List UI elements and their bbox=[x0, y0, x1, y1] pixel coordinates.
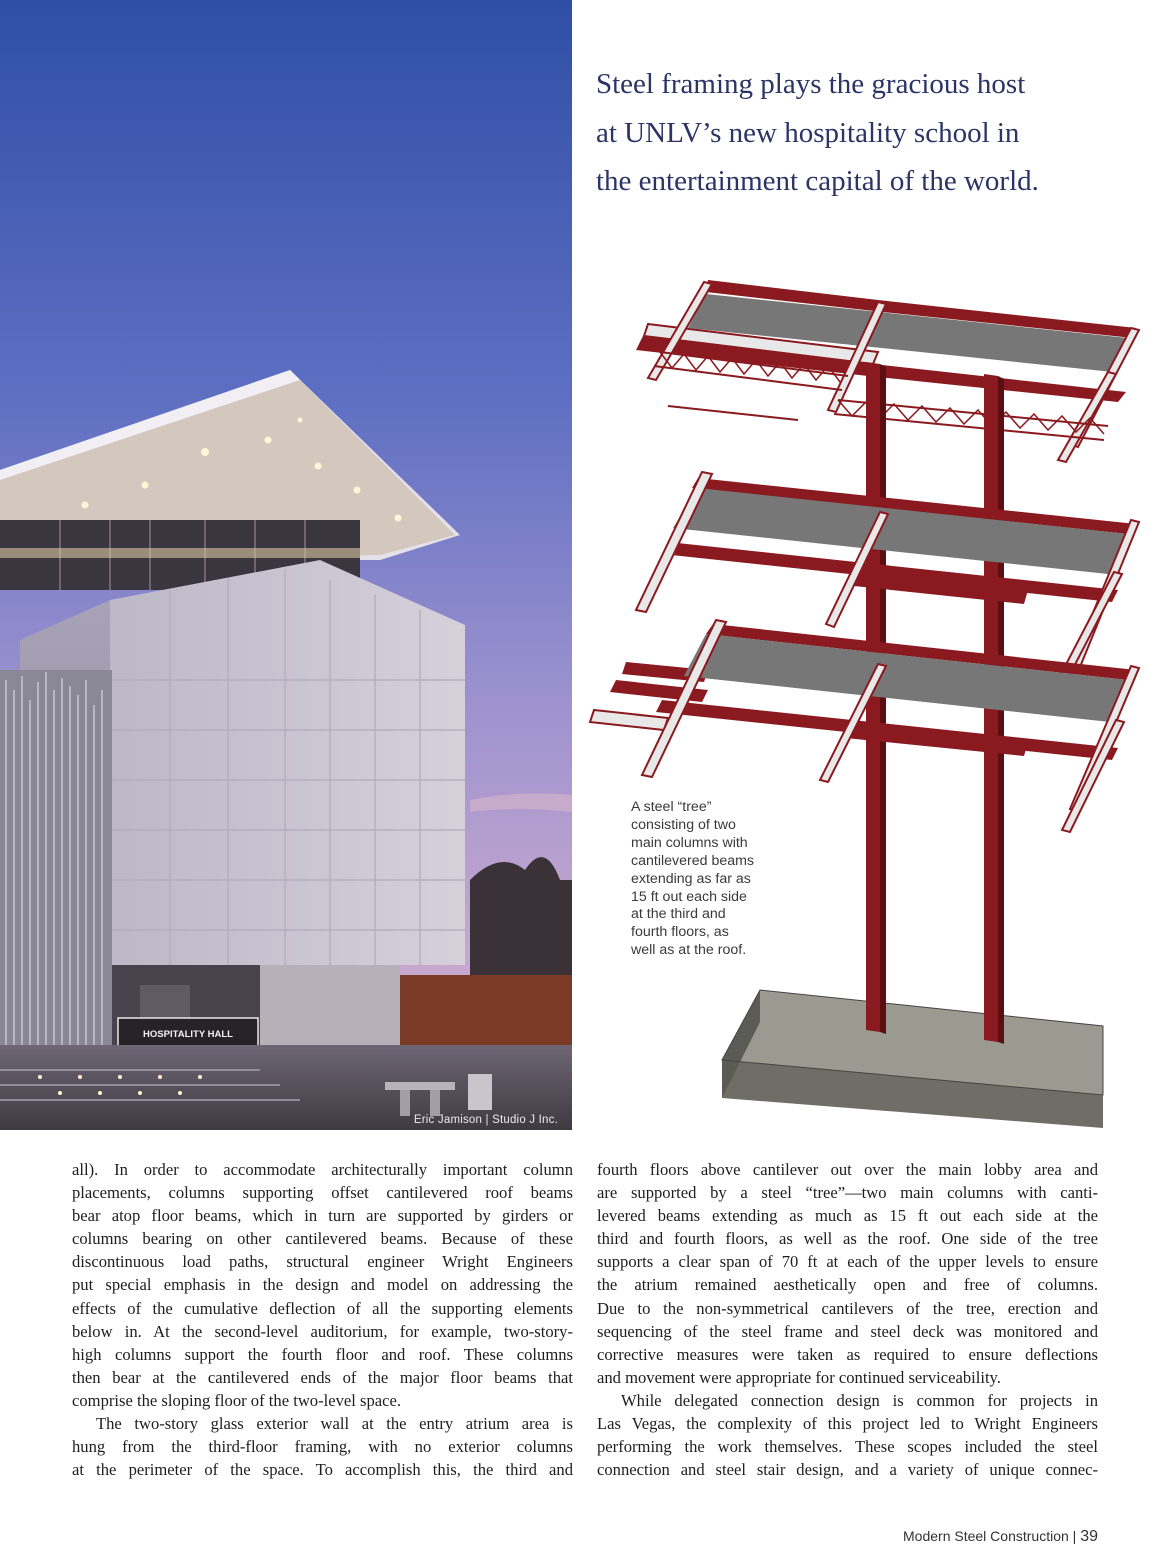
body-line: sequencing of the steel frame and steel deck was monitored and bbox=[597, 1321, 1098, 1341]
body-line: the atrium remained aesthetically open and free of columns. bbox=[597, 1275, 1098, 1295]
caption-line: well as at the roof. bbox=[631, 942, 747, 959]
building-photo-illustration bbox=[0, 0, 572, 1130]
body-line: fourth floors above cantilever out over the main lobby area and bbox=[597, 1160, 1098, 1179]
page-number: 39 bbox=[1080, 1528, 1098, 1545]
diagram-caption bbox=[631, 799, 781, 960]
body-line: columns bearing on other cantilevered beams. Because of these bbox=[72, 1229, 573, 1249]
body-line: While delegated connection design is common for projects in bbox=[621, 1390, 1098, 1410]
steel-tree-illustration bbox=[588, 272, 1148, 1132]
caption-line: extending as far as bbox=[631, 870, 751, 887]
body-line: supports a clear span of 70 ft at each of the upper levels to ensure bbox=[597, 1252, 1098, 1272]
caption-line: A steel “tree” bbox=[631, 799, 712, 815]
caption-line: fourth floors, as bbox=[631, 924, 729, 941]
building-photo bbox=[0, 0, 572, 1130]
body-line: at the perimeter of the space. To accomplish this, the third and bbox=[72, 1460, 573, 1480]
headline-line: at UNLV’s new hospitality school in bbox=[596, 116, 1020, 149]
steel-tree-diagram bbox=[588, 272, 1148, 1132]
body-line: placements, columns supporting offset cantilevered roof beams bbox=[72, 1183, 573, 1203]
headline-line: Steel framing plays the gracious host bbox=[596, 68, 1026, 100]
body-line: third and fourth floors, as well as the roof. One side of the tree bbox=[597, 1229, 1098, 1249]
body-line: then bear at the cantilevered ends of the major floor beams that bbox=[72, 1367, 573, 1387]
body-line: all). In order to accommodate architecturally important column bbox=[72, 1160, 573, 1179]
body-line: bear atop floor beams, which in turn are supported by girders or bbox=[72, 1206, 573, 1226]
body-line: connection and steel stair design, and a variety of unique connec- bbox=[597, 1460, 1098, 1480]
body-line: are supported by a steel “tree”—two main columns with canti- bbox=[597, 1183, 1098, 1203]
body-line: comprise the sloping floor of the two-level space. bbox=[72, 1390, 402, 1410]
roof-framing bbox=[636, 280, 1139, 462]
body-line: performing the work themselves. These scopes included the steel bbox=[597, 1437, 1098, 1457]
body-column-left bbox=[72, 1158, 573, 1481]
headline-line: the entertainment capital of the world. bbox=[596, 165, 1039, 197]
body-line: Las Vegas, the complexity of this project led to Wright Engineers bbox=[597, 1414, 1098, 1434]
page-footer bbox=[903, 1528, 1098, 1546]
caption-line: consisting of two bbox=[631, 816, 736, 833]
body-line: The two-story glass exterior wall at the entry atrium area is bbox=[96, 1414, 573, 1434]
body-line: corrective measures were taken as required to ensure deflections bbox=[597, 1344, 1098, 1364]
photo-credit: Eric Jamison | Studio J Inc. bbox=[413, 1114, 558, 1126]
body-line: below in. At the second-level auditorium, for example, two-story- bbox=[72, 1321, 573, 1341]
body-line: put special emphasis in the design and model on addressing the bbox=[72, 1275, 573, 1295]
caption-line: main columns with bbox=[631, 834, 748, 851]
body-line: levered beams extending as much as 15 ft out each side at the bbox=[597, 1206, 1098, 1226]
publication-name: Modern Steel Construction bbox=[903, 1528, 1069, 1544]
caption-line: cantilevered beams bbox=[631, 852, 755, 869]
body-line: Due to the non-symmetrical cantilevers of the tree, erection and bbox=[597, 1298, 1098, 1318]
body-column-right bbox=[597, 1158, 1098, 1481]
caption-line: 15 ft out each side bbox=[631, 888, 747, 905]
body-line: hung from the third-floor framing, with no exterior columns bbox=[72, 1437, 573, 1457]
body-line: discontinuous load paths, structural engineer Wright Engineers bbox=[72, 1252, 573, 1272]
body-line: high columns support the fourth floor and roof. These columns bbox=[72, 1344, 573, 1364]
hospitality-sign-text: HOSPITALITY HALL bbox=[143, 1029, 233, 1040]
footer-separator: | bbox=[1072, 1528, 1077, 1544]
body-line: and movement were appropriate for continued serviceability. bbox=[597, 1367, 1001, 1387]
body-line: effects of the cumulative deflection of all the supporting elements bbox=[72, 1298, 573, 1318]
caption-line: at the third and bbox=[631, 906, 726, 923]
headline bbox=[596, 60, 1156, 206]
